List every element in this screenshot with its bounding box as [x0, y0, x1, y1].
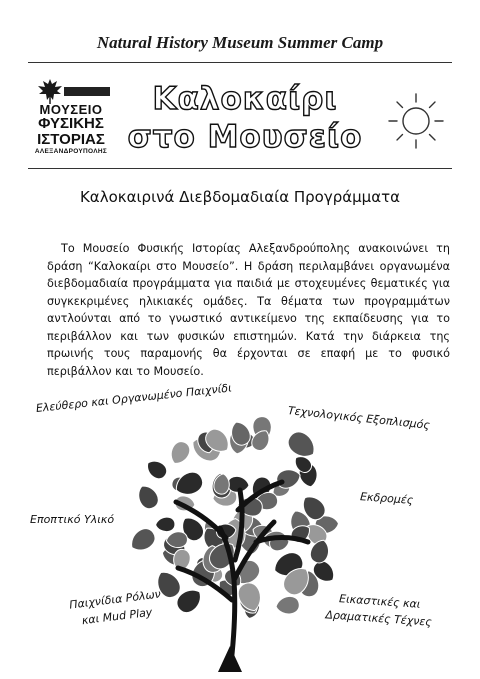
logo-bar — [64, 87, 110, 96]
hero-line-1: Καλοκαίρι — [152, 81, 338, 117]
activity-arts-line-1: Εικαστικές και — [338, 592, 421, 611]
tree-leaf — [155, 517, 175, 533]
tree-illustration — [132, 410, 348, 672]
activity-role-games-line-1: Παιχνίδια Ρόλων — [68, 587, 162, 612]
logo-line-1: ΜΟΥΣΕΙΟ — [39, 102, 103, 117]
tree-leaf — [132, 525, 159, 556]
bottom-divider — [28, 168, 452, 169]
activity-tech-equipment: Τεχνολογικός Εξοπλισμός — [287, 404, 431, 432]
body-paragraph-text: Το Μουσείο Φυσικής Ιστορίας Αλεξανδρούπολης ανακοινώνει τη δράση “Καλοκαίρι στο Μουσείο”. Η δράση περιλαμβάνει οργανωμένα διεβδομαδιαία προγράμματα για παιδιά με στοχευμένες θεματικές για συγκεκριμένες ηλικιακές ομάδες. Τα θέματα των προγραμμάτων αντλούνται από το γνωστικό αντικείμενο της εκπαίδευσης για το περιβάλλον και των φυσικών επιστημών. Κατά την διάρκεια της πρωινής τους παραμονής θα έρχονται σε επαφή με το φυσικό περιβάλλον και το Μουσείο. — [47, 242, 450, 378]
tree-leaf — [143, 457, 170, 482]
logo-line-2: ΦΥΣΙΚΗΣ — [38, 115, 104, 132]
tree-leaf — [275, 595, 300, 615]
activity-educational-material: Εποπτικό Υλικό — [30, 513, 115, 526]
hero-title — [120, 80, 370, 162]
sun-icon — [385, 90, 447, 152]
activity-free-play: Ελεύθερο και Οργανωμένο Παιχνίδι — [35, 381, 233, 415]
activity-excursions: Εκδρομές — [359, 490, 414, 507]
activity-role-games-line-2: και Mud Play — [81, 605, 154, 628]
leaf-icon — [36, 78, 64, 104]
logo-line-3: ΙΣΤΟΡΙΑΣ — [37, 131, 105, 148]
logo-line-4: ΑΛΕΞΑΝΔΡΟΥΠΟΛΗΣ — [34, 148, 108, 155]
tree-leaf — [172, 468, 206, 499]
tree-leaf — [134, 482, 162, 512]
tree-leaf — [167, 439, 193, 468]
hero-line-2: στο Μουσείο — [127, 119, 363, 155]
body-paragraph — [47, 240, 450, 380]
museum-logo — [30, 78, 112, 162]
section-title: Καλοκαιρινά Διεβδομαδιαία Προγράμματα — [79, 188, 401, 206]
top-divider — [28, 62, 452, 63]
header-title: Natural History Museum Summer Camp — [96, 33, 384, 52]
activity-arts-line-2: Δραματικές Τέχνες — [325, 608, 433, 629]
